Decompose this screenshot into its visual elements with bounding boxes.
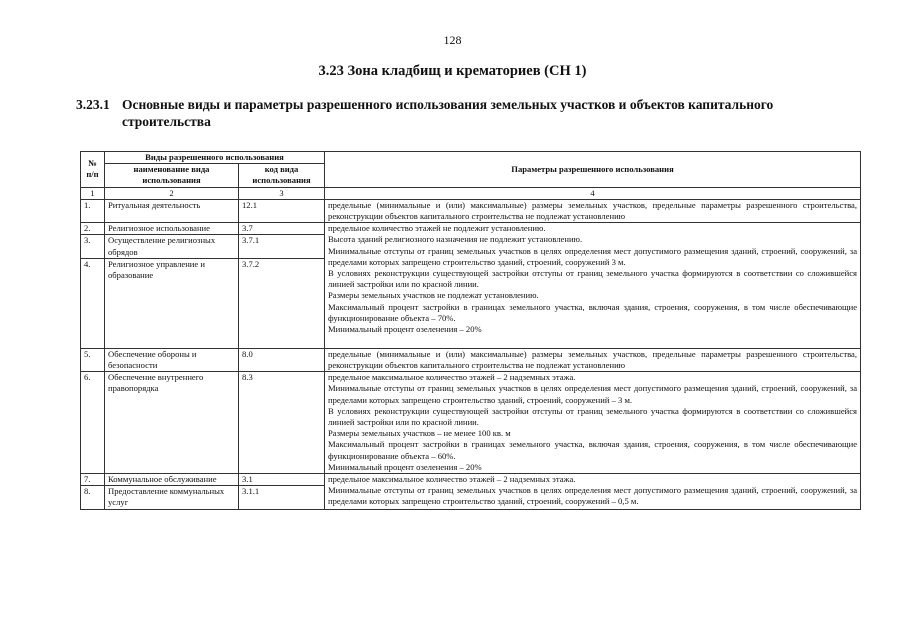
row-params xyxy=(325,372,861,474)
col-number: 1 xyxy=(81,187,105,199)
param-line: Минимальные отступы от границ земельных участков в целях определения мест допустимого размещения зданий, строений, сооружений, за пределами которых запрещено строительство зданий, строений, сооружений – 0,5 м. xyxy=(328,485,858,507)
row-usage-name: Религиозное использование xyxy=(105,223,239,235)
param-line: предельные (минимальные и (или) максимальные) размеры земельных участков, предельные параметры разрешенного строительства, реконструкции объектов капитального строительства не подлежат установлению xyxy=(328,348,858,371)
param-line: Размеры земельных участков – не менее 100 кв. м xyxy=(328,428,511,439)
row-usage-code: 3.1.1 xyxy=(239,486,325,509)
row-usage-name: Предоставление коммунальных услуг xyxy=(105,486,239,509)
param-line: Минимальный процент озеленения – 20% xyxy=(328,461,482,472)
header-params: Параметры разрешенного использования xyxy=(325,152,861,188)
subsection-heading xyxy=(76,96,866,130)
column-numbers-row xyxy=(81,187,861,199)
header-num: № п/п xyxy=(81,152,105,188)
row-num: 5. xyxy=(81,348,105,371)
row-usage-code: 3.7.2 xyxy=(239,258,325,348)
col-number: 4 xyxy=(325,187,861,199)
param-line: Размеры земельных участков не подлежат установлению. xyxy=(328,290,539,301)
param-line: предельные (минимальные и (или) максимальные) размеры земельных участков, предельные параметры разрешенного строительства, реконструкции объектов капитального строительства не подлежат установлению xyxy=(328,199,858,222)
row-num: 8. xyxy=(81,486,105,509)
row-usage-name: Обеспечение внутреннего правопорядка xyxy=(105,372,239,474)
param-line: Минимальный процент озеленения – 20% xyxy=(328,324,482,335)
parameters-table xyxy=(80,151,861,510)
row-usage-name: Коммунальное обслуживание xyxy=(105,474,239,486)
row-usage-name: Осуществление религиозных обрядов xyxy=(105,235,239,258)
row-usage-code: 3.1 xyxy=(239,474,325,486)
table-row xyxy=(81,474,861,486)
row-num: 6. xyxy=(81,372,105,474)
row-num: 2. xyxy=(81,223,105,235)
row-usage-name: Ритуальная деятельность xyxy=(105,199,239,222)
row-params xyxy=(325,223,861,349)
table-row xyxy=(81,372,861,474)
param-line: предельное количество этажей не подлежит установлению. xyxy=(328,223,546,234)
row-num: 3. xyxy=(81,235,105,258)
row-params xyxy=(325,474,861,510)
row-usage-code: 3.7.1 xyxy=(239,235,325,258)
row-num: 1. xyxy=(81,199,105,222)
row-params xyxy=(325,199,861,222)
param-line: В условиях реконструкции существующей застройки отступы от границ земельного участка формируются в соответствии со сложившейся линией застройки или по красной линии. xyxy=(328,405,858,428)
subsection-number: 3.23.1 xyxy=(76,97,110,112)
param-line: Высота зданий религиозного назначения не подлежит установлению. xyxy=(328,234,583,245)
section-title: 3.23 Зона кладбищ и крематориев (СН 1) xyxy=(318,63,587,79)
row-usage-code: 8.0 xyxy=(239,348,325,371)
table-row xyxy=(81,348,861,371)
col-number: 3 xyxy=(239,187,325,199)
header-usage-name: наименование вида использования xyxy=(105,164,239,187)
param-line: Минимальные отступы от границ земельных участков в целях определения мест допустимого размещения зданий, строений, сооружений, за пределами которых запрещено строительство зданий, строений, сооружений 3 м. xyxy=(328,245,858,267)
param-line: Максимальный процент застройки в границах земельного участка, включая здания, строения, сооружения, в том числе обеспечивающие функционирование объекта – 60%. xyxy=(328,439,858,461)
table-row xyxy=(81,223,861,235)
col-number: 2 xyxy=(105,187,239,199)
param-line: предельное максимальное количество этажей – 2 надземных этажа. xyxy=(328,474,576,485)
param-line: Максимальный процент застройки в границах земельного участка, включая здания, строения, сооружения, в том числе обеспечивающие функционирование объекта – 70%. xyxy=(328,301,858,323)
row-num: 7. xyxy=(81,474,105,486)
header-usage-group: Виды разрешенного использования xyxy=(105,152,325,164)
subsection-title-line2: строительства xyxy=(122,114,211,129)
row-num: 4. xyxy=(81,258,105,348)
param-line: В условиях реконструкции существующей застройки отступы от границ земельного участка формируются в соответствии со сложившейся линией застройки или по красной линии. xyxy=(328,268,858,290)
param-line: Минимальные отступы от границ земельных участков в целях определения мест допустимого размещения зданий, строений, сооружений, за пределами которых запрещено строительство зданий, строений, сооружений – 3 м. xyxy=(328,383,858,405)
row-usage-code: 8.3 xyxy=(239,372,325,474)
row-usage-code: 3.7 xyxy=(239,223,325,235)
row-usage-code: 12.1 xyxy=(239,199,325,222)
param-line: предельное максимальное количество этажей – 2 надземных этажа. xyxy=(328,372,576,383)
page-number: 128 xyxy=(443,33,462,47)
table-row xyxy=(81,199,861,222)
row-params xyxy=(325,348,861,371)
row-usage-name: Обеспечение обороны и безопасности xyxy=(105,348,239,371)
row-usage-name: Религиозное управление и образование xyxy=(105,258,239,348)
subsection-title-line1: Основные виды и параметры разрешенного использования земельных участков и объектов капитального xyxy=(122,97,774,112)
header-usage-code: код вида использования xyxy=(239,164,325,187)
